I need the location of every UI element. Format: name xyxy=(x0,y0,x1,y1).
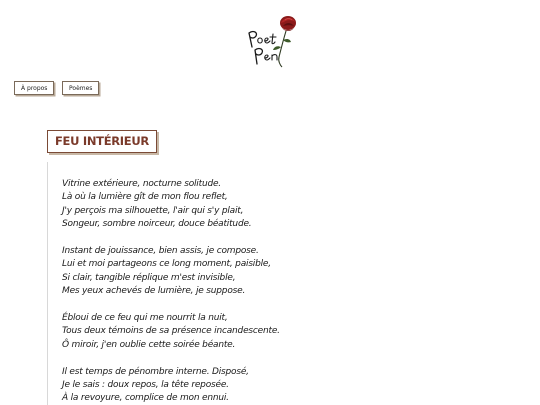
poem-line: Songeur, sombre noirceur, douce béatitude. xyxy=(62,219,252,230)
poem-line: Ébloui de ce feu qui me nourrit la nuit, xyxy=(62,313,228,324)
poem-stanza xyxy=(62,312,402,352)
poem-line: Ô miroir, j'en oublie cette soirée béante. xyxy=(62,339,236,350)
poem-line: Je le sais : doux repos, la tête reposée. xyxy=(62,380,229,391)
poem-line: Vitrine extérieure, nocturne solitude. xyxy=(62,179,221,189)
site-logo[interactable] xyxy=(243,13,301,69)
poem-line: Si clair, tangible réplique m'est invisible, xyxy=(62,272,236,283)
poem-line: Instant de jouissance, bien assis, je compose. xyxy=(62,246,259,257)
nav-poems-button[interactable]: Poèmes xyxy=(62,81,99,95)
poem-line: Tous deux témoins de sa présence incandescente. xyxy=(62,326,280,337)
poem-line: À la revoyure, complice de mon ennui. xyxy=(62,393,229,404)
nav-about-button[interactable]: À propos xyxy=(14,81,54,95)
poem-line: J'y perçois ma silhouette, l'air qui s'y plait, xyxy=(62,205,244,216)
rose-icon xyxy=(243,13,301,69)
poem-line: Il est temps de pénombre interne. Disposé, xyxy=(62,366,249,377)
poem-body xyxy=(62,178,402,405)
poem-line: Mes yeux achevés de lumière, je suppose. xyxy=(62,286,246,297)
poem-stanza xyxy=(62,245,402,299)
poem-stanza xyxy=(62,178,402,232)
poem-line: Lui et moi partageons ce long moment, paisible, xyxy=(62,259,271,270)
poem-line: Là où la lumière gît de mon flou reflet, xyxy=(62,192,228,203)
poem-stanza xyxy=(62,366,402,405)
poem-title: FEU INTÉRIEUR xyxy=(47,130,157,153)
poem-divider xyxy=(47,162,48,405)
